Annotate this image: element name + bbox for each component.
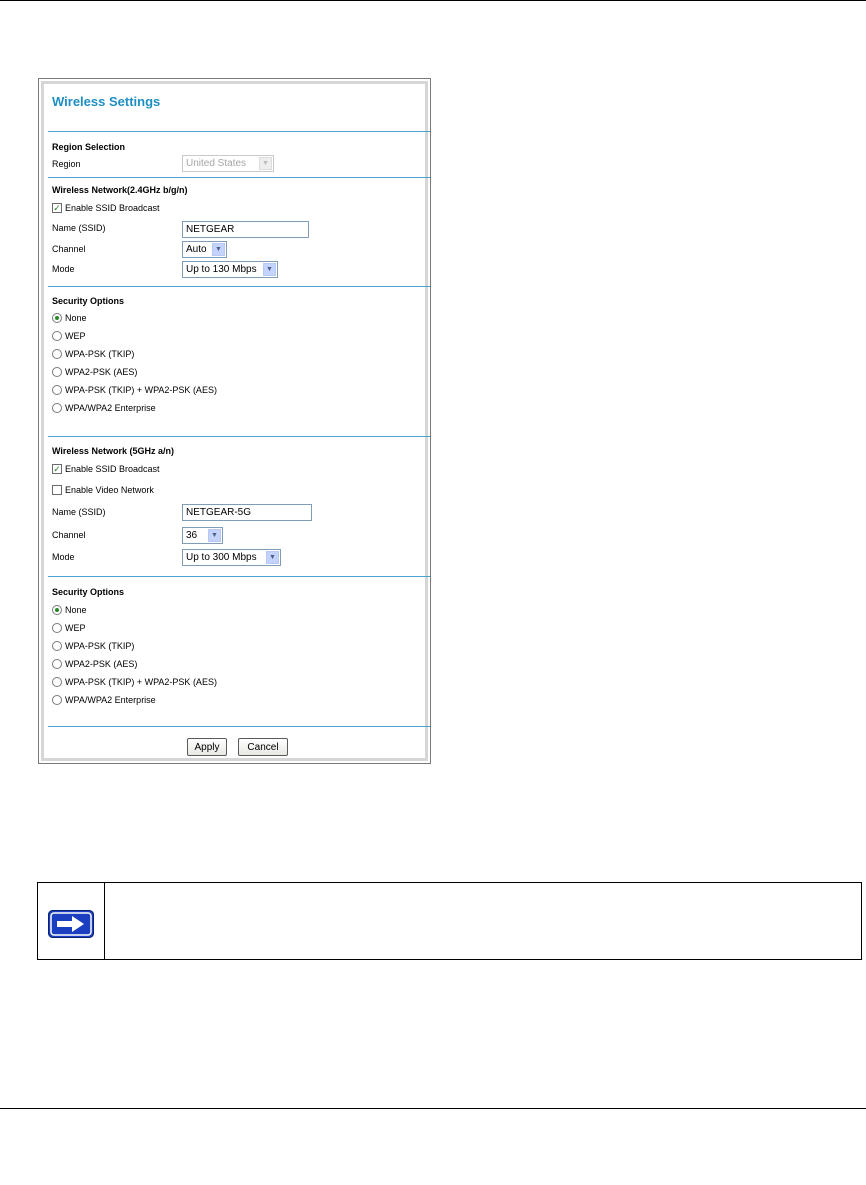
right-arrow-icon — [48, 910, 94, 938]
security-5-radio[interactable] — [52, 605, 62, 615]
enable-ssid-5-checkbox[interactable]: ✓ — [53, 463, 61, 474]
chevron-down-icon: ▼ — [259, 157, 272, 170]
separator — [48, 131, 430, 132]
security-5-option[interactable] — [52, 605, 87, 615]
mode-24-select[interactable] — [182, 261, 278, 278]
channel-24-label: Channel — [52, 244, 86, 254]
chevron-down-icon: ▼ — [212, 243, 225, 256]
cancel-button[interactable]: Cancel — [238, 738, 288, 756]
security-5-title: Security Options — [52, 587, 125, 597]
mode-24-value: Up to 130 Mbps — [186, 264, 257, 275]
chevron-down-icon: ▼ — [266, 551, 279, 564]
security-5-option-label: None — [65, 605, 87, 615]
security-24-option-label: WEP — [65, 331, 86, 341]
security-24-option[interactable] — [52, 403, 156, 413]
security-5-option[interactable] — [52, 641, 134, 651]
region-label: Region — [52, 159, 81, 169]
panel-frame — [41, 81, 428, 761]
security-24-radio[interactable] — [52, 385, 62, 395]
security-5-option-label: WPA-PSK (TKIP) + WPA2-PSK (AES) — [65, 677, 217, 687]
security-24-option[interactable] — [52, 313, 87, 323]
security-24-option-label: WPA-PSK (TKIP) + WPA2-PSK (AES) — [65, 385, 217, 395]
security-24-option-label: None — [65, 313, 87, 323]
security-24-radio[interactable] — [52, 331, 62, 341]
security-5-option[interactable] — [52, 659, 137, 669]
channel-5-label: Channel — [52, 530, 86, 540]
mode-5-label: Mode — [52, 552, 75, 562]
ssid-5-label: Name (SSID) — [52, 507, 106, 517]
network-24-title: Wireless Network(2.4GHz b/g/n) — [52, 185, 188, 195]
enable-video-5-checkbox[interactable] — [52, 485, 62, 495]
channel-24-select[interactable] — [182, 241, 227, 258]
channel-5-value: 36 — [186, 530, 198, 541]
enable-ssid-5-label: Enable SSID Broadcast — [65, 464, 160, 474]
region-select-value: United States — [186, 158, 247, 169]
enable-video-5-row[interactable] — [52, 485, 154, 495]
separator — [48, 286, 430, 287]
security-5-radio[interactable] — [52, 623, 62, 633]
separator — [48, 576, 430, 577]
ssid-5-input[interactable]: NETGEAR-5G — [182, 504, 312, 521]
security-24-option[interactable] — [52, 331, 86, 341]
bottom-rule — [0, 1108, 866, 1109]
security-24-radio[interactable] — [52, 403, 62, 413]
security-24-option[interactable] — [52, 385, 217, 395]
security-5-option-label: WPA-PSK (TKIP) — [65, 641, 135, 651]
enable-video-5-label: Enable Video Network — [65, 485, 154, 495]
network-5-title: Wireless Network (5GHz a/n) — [52, 446, 174, 456]
page-title: Wireless Settings — [52, 94, 161, 109]
security-5-radio[interactable] — [52, 659, 62, 669]
note-divider — [104, 883, 105, 959]
security-5-option[interactable] — [52, 695, 156, 705]
enable-ssid-5-row[interactable] — [52, 464, 160, 474]
security-5-radio[interactable] — [52, 677, 62, 687]
security-5-option[interactable] — [52, 677, 217, 687]
region-select[interactable] — [182, 155, 274, 172]
separator — [48, 177, 430, 178]
apply-button[interactable]: Apply — [187, 738, 227, 756]
security-24-option[interactable] — [52, 349, 134, 359]
note-box — [37, 882, 862, 960]
enable-ssid-24-row[interactable] — [52, 203, 160, 213]
security-5-radio[interactable] — [52, 695, 62, 705]
security-5-radio[interactable] — [52, 641, 62, 651]
separator — [48, 436, 430, 437]
security-24-option[interactable] — [52, 367, 137, 377]
security-24-radio[interactable] — [52, 313, 62, 323]
security-5-option[interactable] — [52, 623, 86, 633]
chevron-down-icon: ▼ — [208, 529, 221, 542]
mode-24-label: Mode — [52, 264, 75, 274]
security-24-radio[interactable] — [52, 349, 62, 359]
security-5-option-label: WPA/WPA2 Enterprise — [65, 695, 156, 705]
enable-ssid-24-label: Enable SSID Broadcast — [65, 203, 160, 213]
ssid-24-input[interactable]: NETGEAR — [182, 221, 309, 238]
channel-24-value: Auto — [186, 244, 207, 255]
security-24-option-label: WPA/WPA2 Enterprise — [65, 403, 156, 413]
separator — [48, 726, 430, 727]
mode-5-value: Up to 300 Mbps — [186, 552, 257, 563]
security-5-option-label: WPA2-PSK (AES) — [65, 659, 138, 669]
mode-5-select[interactable] — [182, 549, 281, 566]
security-24-option-label: WPA2-PSK (AES) — [65, 367, 138, 377]
region-section-title: Region Selection — [52, 142, 126, 152]
security-24-radio[interactable] — [52, 367, 62, 377]
top-rule — [0, 0, 866, 1]
chevron-down-icon: ▼ — [263, 263, 276, 276]
enable-ssid-24-checkbox[interactable]: ✓ — [53, 202, 61, 213]
wireless-settings-panel — [38, 78, 431, 764]
security-24-title: Security Options — [52, 296, 125, 306]
security-5-option-label: WEP — [65, 623, 86, 633]
channel-5-select[interactable] — [182, 527, 223, 544]
security-24-option-label: WPA-PSK (TKIP) — [65, 349, 135, 359]
ssid-24-label: Name (SSID) — [52, 223, 106, 233]
